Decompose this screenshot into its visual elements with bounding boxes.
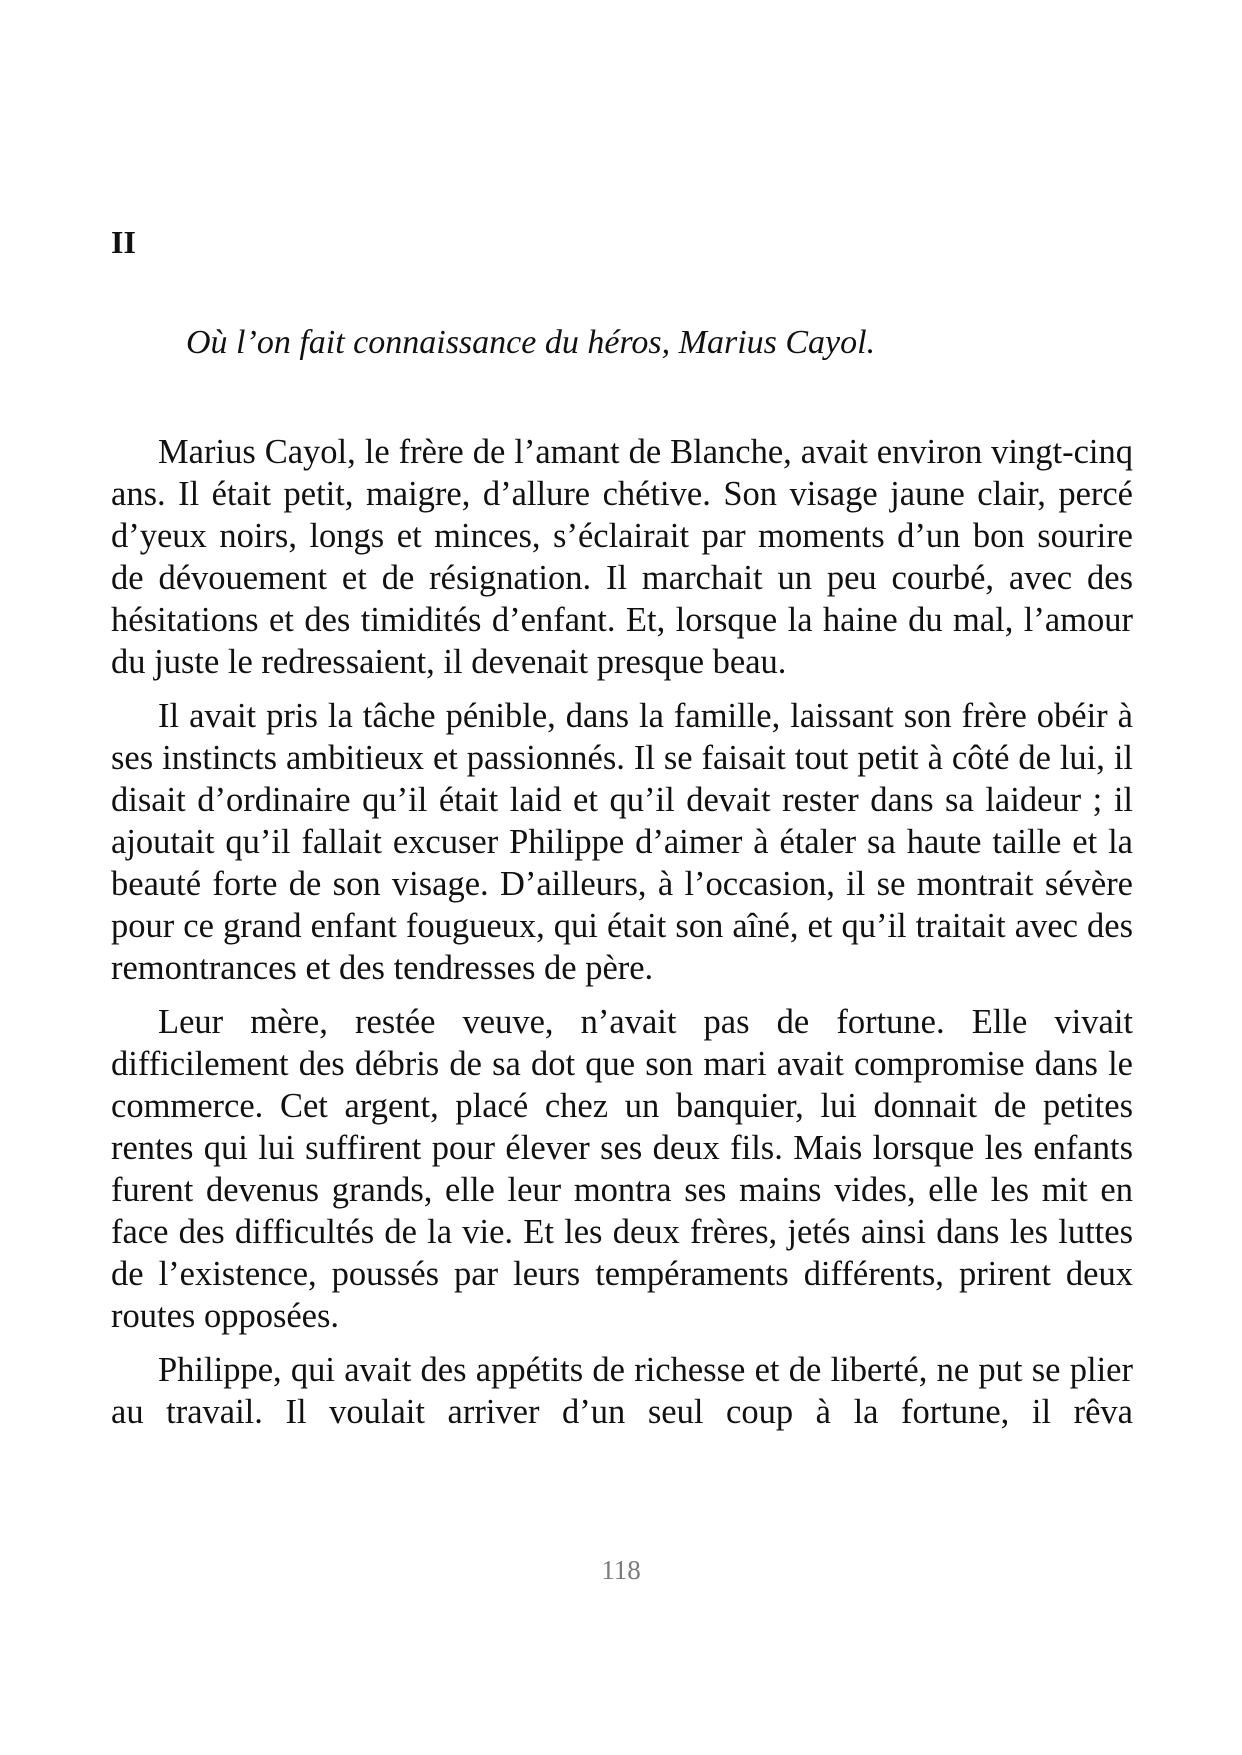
chapter-subtitle: Où l’on fait connaissance du héros, Marius Cayol. bbox=[186, 324, 876, 361]
paragraph: Leur mère, restée veuve, n’avait pas de fortune. Elle vivait difficilement des débris de sa dot que son mari avait compromise dans le commerce. Cet argent, placé chez un banquier, lui donnait de petites rentes qui lui suffirent pour élever ses deux fils. Mais lorsque les enfants furent devenus grands, elle leur montra ses mains vides, elle les mit en face des difficultés de la vie. Et les deux frères, jetés ainsi dans les luttes de l’existence, poussés par leurs tempéraments différents, prirent deux routes opposées. bbox=[111, 1003, 1133, 1335]
paragraph: Il avait pris la tâche pénible, dans la famille, laissant son frère obéir à ses instincts ambitieux et passionnés. Il se faisait tout petit à côté de lui, il disait d’ordinaire qu’il était laid et qu’il devait rester dans sa laideur ; il ajoutait qu’il fallait excuser Philippe d’aimer à étaler sa haute taille et la beauté forte de son visage. D’ailleurs, à l’occasion, il se montrait sévère pour ce grand enfant fougueux, qui était son aîné, et qu’il traitait avec des remontrances et des tendresses de père. bbox=[111, 697, 1133, 987]
page-number: 118 bbox=[601, 1555, 641, 1585]
paragraph: Philippe, qui avait des appétits de richesse et de liberté, ne put se plier au travail. Il voulait arriver d’un seul coup à la fortune, il rêva bbox=[111, 1351, 1133, 1431]
body-text bbox=[111, 431, 1133, 1445]
paragraph: Marius Cayol, le frère de l’amant de Blanche, avait environ vingt-cinq ans. Il était petit, maigre, d’allure chétive. Son visage jaune clair, percé d’yeux noirs, longs et minces, s’éclairait par moments d’un bon sourire de dévouement et de résignation. Il marchait un peu courbé, avec des hésitations et des timidités d’enfant. Et, lorsque la haine du mal, l’amour du juste le redressaient, il devenait presque beau. bbox=[111, 433, 1133, 681]
chapter-number: II bbox=[111, 224, 136, 260]
